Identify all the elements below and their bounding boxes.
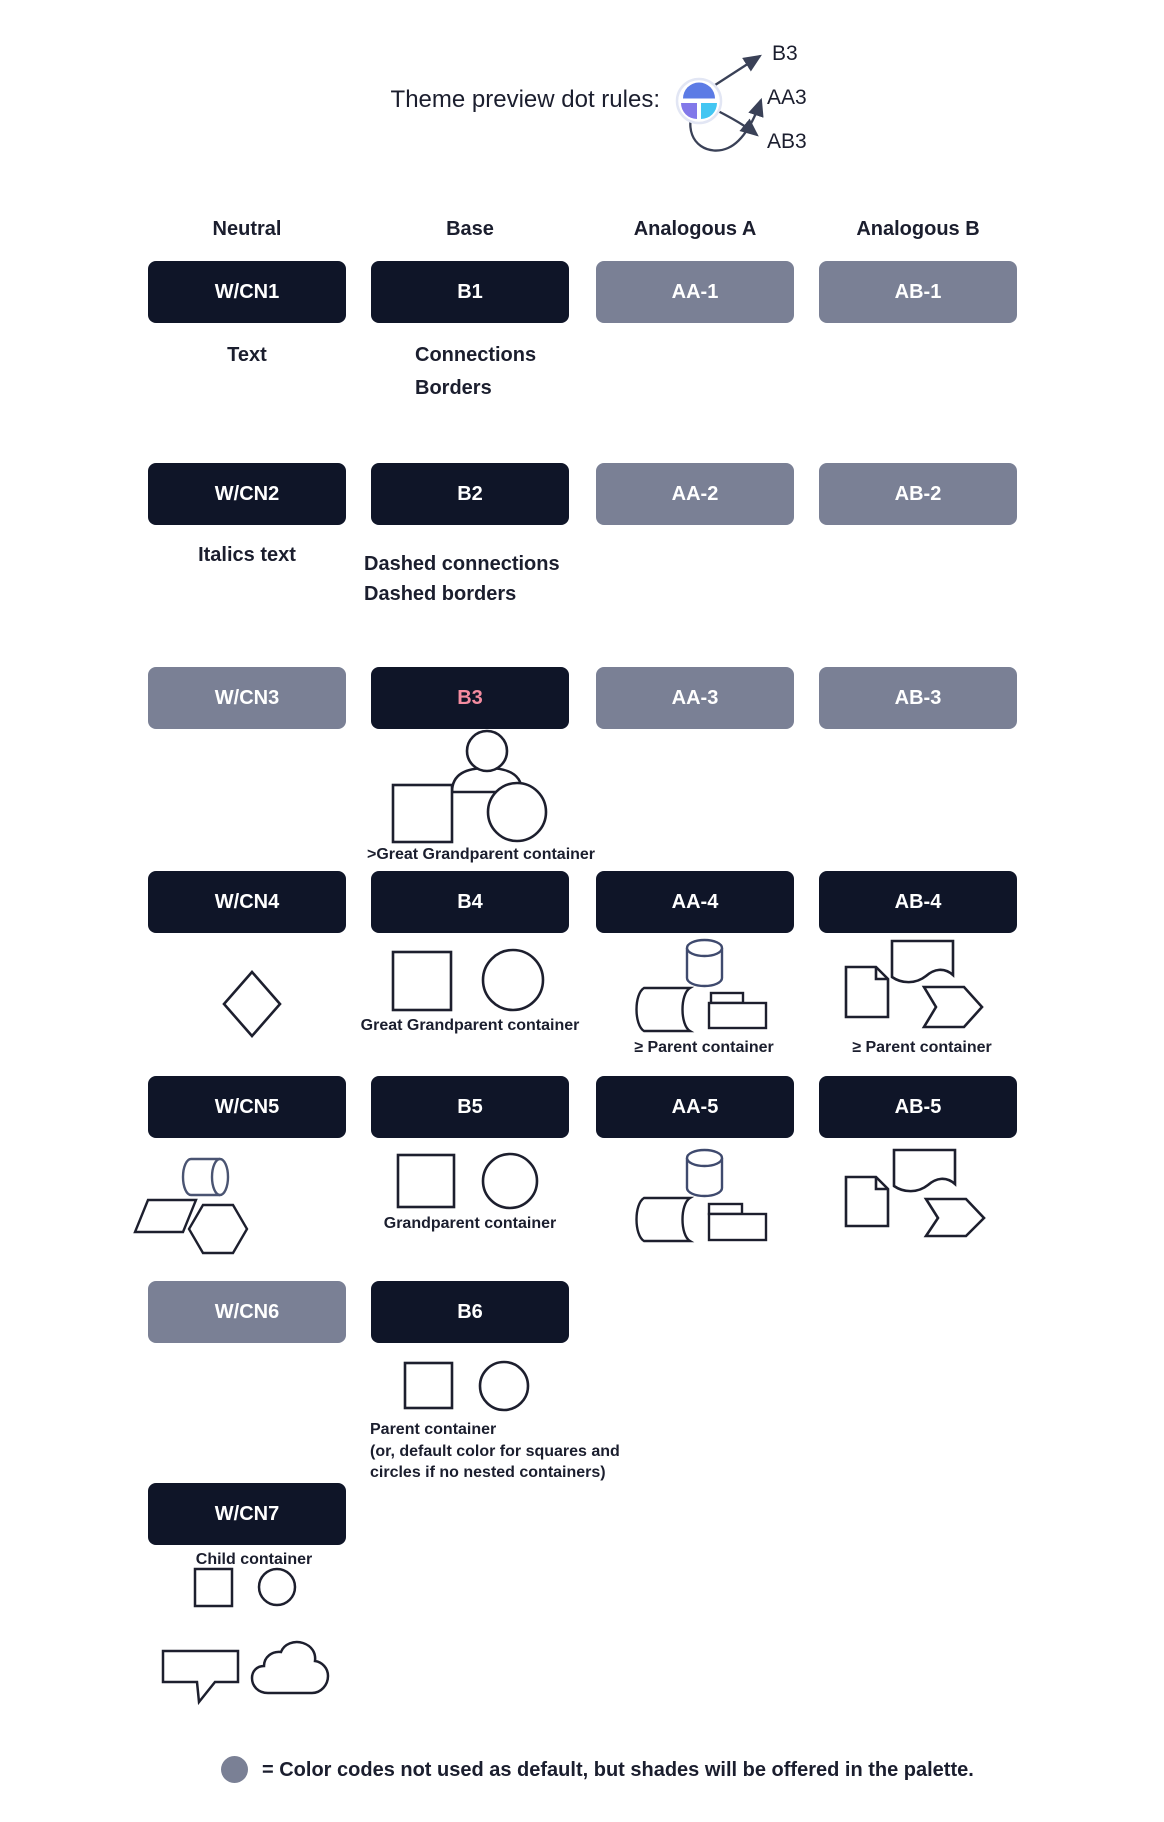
swatch-aa3[interactable]: AA-3 xyxy=(596,667,794,729)
circle-shape xyxy=(488,783,546,841)
legend-gray-dot-icon xyxy=(221,1756,248,1783)
caption-b6-line1: Parent container xyxy=(370,1421,497,1438)
square-shape xyxy=(398,1155,454,1207)
swatch-aa4[interactable]: AA-4 xyxy=(596,871,794,933)
tab-rect-shape xyxy=(711,993,743,1003)
speech-bubble-shape xyxy=(163,1651,238,1702)
caption-b4: Great Grandparent container xyxy=(360,1017,580,1034)
swatch-wcn4[interactable]: W/CN4 xyxy=(148,871,346,933)
swatch-wcn1[interactable]: W/CN1 xyxy=(148,261,346,323)
swatch-b1[interactable]: B1 xyxy=(371,261,569,323)
b3-shape-group xyxy=(380,726,560,851)
swatch-wcn5[interactable]: W/CN5 xyxy=(148,1076,346,1138)
caption-b1-line2: Borders xyxy=(415,377,492,399)
caption-aa4: ≥ Parent container xyxy=(634,1039,774,1056)
swatch-b5[interactable]: B5 xyxy=(371,1076,569,1138)
wcn5-shape-group xyxy=(130,1150,260,1260)
column-header-base: Base xyxy=(446,218,494,240)
caption-b1-line1: Connections xyxy=(415,344,537,366)
legend-text: = Color codes not used as default, but shades will be offered in the palette. xyxy=(262,1759,974,1781)
cylinder-shape xyxy=(687,1150,722,1196)
rect-shape xyxy=(709,1214,766,1240)
stored-data-shape xyxy=(637,988,691,1031)
swatch-wcn6[interactable]: W/CN6 xyxy=(148,1281,346,1343)
swatch-ab3[interactable]: AB-3 xyxy=(819,667,1017,729)
dot-label-b3: B3 xyxy=(772,42,798,65)
circle-shape xyxy=(483,950,543,1010)
square-shape xyxy=(195,1569,232,1606)
swatch-aa5[interactable]: AA-5 xyxy=(596,1076,794,1138)
b6-shape-group xyxy=(398,1356,538,1416)
document-shape xyxy=(892,941,953,982)
dot-label-ab3: AB3 xyxy=(767,130,807,153)
swatch-ab1[interactable]: AB-1 xyxy=(819,261,1017,323)
caption-b2-line2: Dashed borders xyxy=(364,583,517,605)
swatch-b3[interactable]: B3 xyxy=(371,667,569,729)
swatch-wcn7[interactable]: W/CN7 xyxy=(148,1483,346,1545)
circle-shape xyxy=(259,1569,295,1605)
ab4-shape-group xyxy=(840,932,990,1032)
page-folded-corner-shape xyxy=(846,967,888,1017)
aa5-shape-group xyxy=(628,1142,773,1247)
b4-shape-group xyxy=(388,946,548,1016)
aa4-shape-group xyxy=(628,932,773,1037)
swatch-wcn3[interactable]: W/CN3 xyxy=(148,667,346,729)
caption-ab4: ≥ Parent container xyxy=(852,1039,992,1056)
swatch-ab5[interactable]: AB-5 xyxy=(819,1076,1017,1138)
caption-b6-line2: (or, default color for squares and xyxy=(370,1442,620,1460)
tab-rect-shape xyxy=(709,1204,742,1214)
caption-b5: Grandparent container xyxy=(383,1215,557,1232)
square-shape xyxy=(393,785,452,842)
caption-b6 xyxy=(370,1419,620,1484)
cloud-shape xyxy=(252,1642,328,1693)
caption-wcn2: Italics text xyxy=(198,544,296,566)
column-header-analogous-a: Analogous A xyxy=(633,218,757,240)
square-shape xyxy=(393,952,451,1010)
circle-shape xyxy=(480,1362,528,1410)
circle-shape xyxy=(483,1154,537,1208)
cylinder-shape xyxy=(687,940,722,986)
swatch-aa1[interactable]: AA-1 xyxy=(596,261,794,323)
swatch-b4[interactable]: B4 xyxy=(371,871,569,933)
b5-shape-group xyxy=(392,1150,542,1212)
stored-data-shape xyxy=(637,1198,691,1241)
caption-b6-line3: circles if no nested containers) xyxy=(370,1464,606,1481)
swatch-ab2[interactable]: AB-2 xyxy=(819,463,1017,525)
column-header-neutral: Neutral xyxy=(212,218,282,240)
dot-label-aa3: AA3 xyxy=(767,86,807,109)
chevron-shape xyxy=(924,987,982,1027)
caption-b3: >Great Grandparent container xyxy=(366,846,596,863)
swatch-aa2[interactable]: AA-2 xyxy=(596,463,794,525)
caption-b2-line1: Dashed connections xyxy=(364,553,560,575)
swatch-b6[interactable]: B6 xyxy=(371,1281,569,1343)
rect-shape xyxy=(709,1003,766,1028)
caption-wcn7: Child container xyxy=(195,1551,313,1568)
wcn7-shape-group xyxy=(188,1562,308,1612)
diamond-shape xyxy=(220,968,284,1040)
hexagon-shape xyxy=(189,1205,247,1253)
caption-wcn1: Text xyxy=(227,344,267,366)
page-title: Theme preview dot rules: xyxy=(390,86,660,113)
parallelogram-shape xyxy=(135,1200,196,1232)
swatch-b2[interactable]: B2 xyxy=(371,463,569,525)
square-shape xyxy=(405,1363,452,1408)
wcn7-extra-shape-group xyxy=(155,1638,335,1708)
document-shape xyxy=(894,1150,955,1191)
column-header-analogous-b: Analogous B xyxy=(856,218,980,240)
horizontal-cylinder-shape xyxy=(183,1159,228,1195)
swatch-ab4[interactable]: AB-4 xyxy=(819,871,1017,933)
ab5-shape-group xyxy=(840,1142,990,1242)
swatch-wcn2[interactable]: W/CN2 xyxy=(148,463,346,525)
chevron-shape xyxy=(926,1199,984,1236)
page-folded-corner-shape xyxy=(846,1177,888,1226)
theme-dot-icon xyxy=(677,79,721,123)
